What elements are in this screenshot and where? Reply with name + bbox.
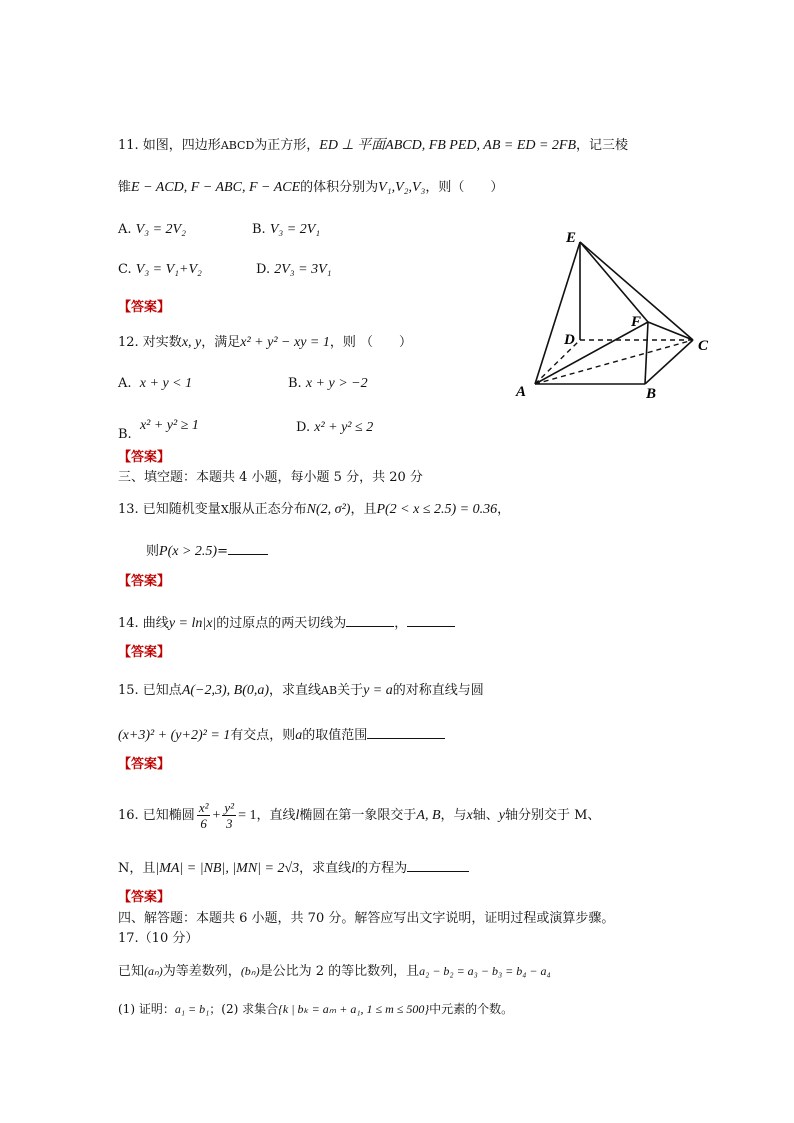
vertex-label-f: F xyxy=(631,314,642,330)
section-3-heading: 三、填空题：本题共 4 小题，每小题 5 分，共 20 分 xyxy=(118,470,423,485)
q15-answer-label: 【答案】 xyxy=(118,757,171,772)
q17-header: 17.（10 分） xyxy=(118,931,199,946)
q14-answer-blank-2[interactable] xyxy=(407,612,455,627)
q11-option-b: B. V₃ = 2V₁ xyxy=(252,222,321,237)
q16-answer-label: 【答案】 xyxy=(118,890,171,905)
vertex-label-b: B xyxy=(646,386,657,402)
q13-line1: 13. 已知随机变量X服从正态分布N(2, σ²)，且P(2 < x ≤ 2.5) = 0.36， xyxy=(118,502,511,517)
q13-line2: 则P(x > 2.5)= xyxy=(146,540,268,562)
q15-line2: (x+3)² + (y+2)² = 1有交点，则a的取值范围 xyxy=(118,724,445,746)
q16-line2: N，且|MA| = |NB|, |MN| = 2√3，求直线l的方程为 xyxy=(118,857,469,879)
edge-fc xyxy=(648,322,693,340)
q12-option-c: B. x² + y² ≥ 1 xyxy=(118,418,199,442)
q14-answer-blank-1[interactable] xyxy=(346,612,394,627)
q14-answer-label: 【答案】 xyxy=(118,645,171,660)
q11-line1: 11. 如图，四边形ABCD为正方形，ED ⊥ 平面ABCD, FB PED, AB = ED = 2FB，记三棱 xyxy=(118,138,629,153)
vertex-label-d: D xyxy=(564,332,575,348)
q12-option-a: A. x + y < 1 xyxy=(118,376,193,391)
q16-line1: 16. 已知椭圆 $\frac{\text{x²}}{6}$ + $\frac{\text{y²}}{3}$ = 1，直线l椭圆在第一象限交于A, B，与x轴、y轴分别交于 M、 xyxy=(118,800,601,831)
q16-answer-blank[interactable] xyxy=(407,857,469,872)
q15-line1: 15. 已知点A(−2,3), B(0,a)，求直线AB关于y = a的对称直线与圆 xyxy=(118,683,484,698)
pyramid-figure xyxy=(505,222,725,404)
q17-line1: 已知(aₙ)为等差数列，(bₙ)是公比为 2 的等比数列，且a₂ − b₂ = a₃ − b₃ = b₄ − a₄ xyxy=(118,964,551,979)
q12-answer-label: 【答案】 xyxy=(118,450,171,465)
q17-line2: (1) 证明：a₁ = b₁；(2) 求集合{k | bₖ = aₘ + a₁, 1 ≤ m ≤ 500}中元素的个数。 xyxy=(118,1002,514,1016)
q14-line1: 14. 曲线y = ln|x|的过原点的两天切线为 ， xyxy=(118,612,455,634)
vertex-label-a: A xyxy=(516,384,527,400)
q13-answer-blank[interactable] xyxy=(228,540,268,555)
fraction-x2-over-6: $\frac{\text{x²}}{6}$ xyxy=(198,800,209,831)
q11-line2: 锥E − ACD, F − ABC, F − ACE的体积分别为V₁,V₂,V₃，则（ ） xyxy=(118,180,504,195)
fraction-y2-over-3: $\frac{\text{y²}}{3}$ xyxy=(224,800,235,831)
q11-answer-label: 【答案】 xyxy=(118,300,171,315)
q11-option-d: D. 2V₃ = 3V₁ xyxy=(256,262,332,277)
vertex-label-e: E xyxy=(566,230,577,246)
q11-option-a: A. V₃ = 2V₂ xyxy=(118,222,186,237)
q15-answer-blank[interactable] xyxy=(367,724,445,739)
section-4-heading: 四、解答题：本题共 6 小题，共 70 分。解答应写出文字说明，证明过程或演算步骤。 xyxy=(118,911,615,926)
vertex-label-c: C xyxy=(698,338,709,354)
edge-ef xyxy=(580,242,648,322)
q12-option-d: D. x² + y² ≤ 2 xyxy=(296,420,374,435)
q12-option-b: B. x + y > −2 xyxy=(288,376,368,391)
q12-line1: 12. 对实数x, y，满足x² + y² − xy = 1，则 （ ） xyxy=(118,335,412,350)
q13-answer-label: 【答案】 xyxy=(118,574,171,589)
q11-option-c: C. V₃ = V₁+V₂ xyxy=(118,262,202,277)
edge-fb xyxy=(645,322,648,384)
